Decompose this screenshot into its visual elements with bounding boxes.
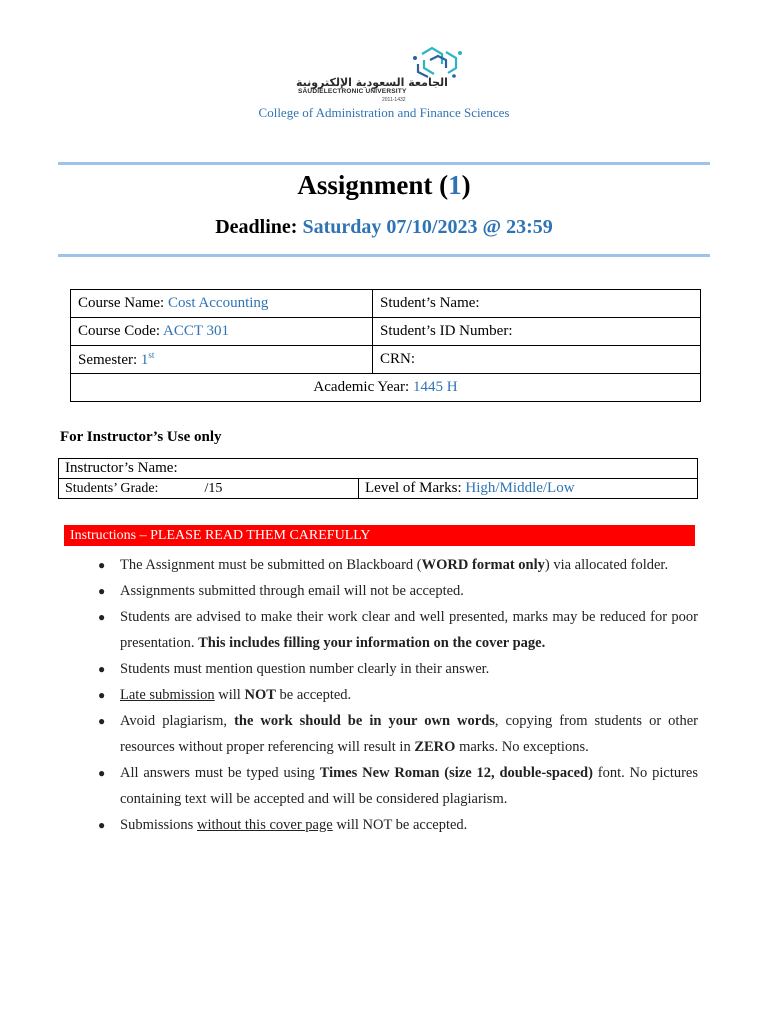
logo-arabic-name: الجامعة السعودية الإلكترونية: [296, 76, 448, 89]
list-item: ● Students are advised to make their work clear and well presented, marks may be reduced for poor presentation. This includes filling your information on the cover page.: [58, 604, 698, 656]
bullet-icon: ●: [98, 714, 106, 728]
grade-cell[interactable]: [59, 479, 359, 499]
table-row: [71, 290, 701, 318]
bullet-icon: ●: [98, 818, 106, 832]
list-item: ● Late submission will NOT be accepted.: [58, 682, 698, 708]
course-code-cell[interactable]: [71, 318, 373, 346]
page-title: [0, 170, 768, 201]
crn-cell[interactable]: [373, 346, 701, 374]
instructor-section-heading: For Instructor’s Use only: [60, 429, 222, 445]
instructor-table: [58, 458, 698, 499]
bullet-icon: ●: [98, 766, 106, 780]
university-emblem-icon: [410, 44, 470, 80]
logo-english-name: SAUDIELECTRONIC UNIVERSITY: [298, 88, 407, 95]
course-code-label: Course Code:: [78, 323, 161, 339]
list-item: ● Assignments submitted through email will not be accepted.: [58, 578, 698, 604]
deadline-value: Saturday 07/10/2023 @ 23:59: [302, 216, 553, 238]
table-row: [71, 346, 701, 374]
instructions-banner: Instructions – PLEASE READ THEM CAREFULLY: [64, 525, 695, 546]
list-item: ● All answers must be typed using Times New Roman (size 12, double-spaced) font. No pictures containing text will be accepted and will be considered plagiarism.: [58, 760, 698, 812]
deadline: [0, 216, 768, 239]
table-row: [71, 318, 701, 346]
list-item: ● Submissions without this cover page will NOT be accepted.: [58, 812, 698, 838]
academic-year-label: Academic Year:: [313, 379, 410, 395]
grade-label: Students’ Grade:: [65, 480, 159, 496]
level-of-marks-cell[interactable]: [359, 479, 698, 499]
table-row: [59, 459, 698, 479]
course-code-value: ACCT 301: [163, 323, 229, 339]
semester-label: Semester:: [78, 352, 138, 368]
table-row: [59, 479, 698, 499]
assignment-number: 1: [448, 170, 462, 200]
course-info-table: [70, 289, 701, 402]
deadline-label: Deadline:: [215, 216, 298, 238]
semester-cell[interactable]: [71, 346, 373, 374]
level-value: High/Middle/Low: [465, 480, 575, 496]
bullet-icon: ●: [98, 610, 106, 624]
bullet-icon: ●: [98, 558, 106, 572]
instructor-name-cell[interactable]: [59, 459, 698, 479]
logo-years: 2011-1432: [382, 97, 406, 103]
title-prefix: Assignment (: [297, 170, 449, 200]
instructor-name-label: Instructor’s Name:: [65, 460, 178, 476]
course-name-value: Cost Accounting: [167, 295, 269, 311]
bullet-icon: ●: [98, 584, 106, 598]
title-suffix: ): [461, 170, 471, 200]
semester-value: 1st: [140, 350, 155, 368]
list-item: ● The Assignment must be submitted on Blackboard (WORD format only) via allocated folder.: [58, 552, 698, 578]
level-label: Level of Marks:: [365, 480, 462, 496]
list-item: ● Avoid plagiarism, the work should be in your own words, copying from students or other resources without proper referencing will result in ZERO marks. No exceptions.: [58, 708, 698, 760]
crn-label: CRN:: [380, 351, 416, 367]
bullet-icon: ●: [98, 688, 106, 702]
academic-year-cell[interactable]: [71, 374, 701, 402]
bottom-divider: [58, 254, 710, 257]
student-name-label: Student’s Name:: [380, 295, 480, 311]
top-divider: [58, 162, 710, 165]
student-id-cell[interactable]: [373, 318, 701, 346]
course-name-label: Course Name:: [78, 295, 165, 311]
list-item: ● Students must mention question number clearly in their answer.: [58, 656, 698, 682]
bullet-icon: ●: [98, 662, 106, 676]
academic-year-value: 1445 H: [412, 379, 458, 395]
student-id-label: Student’s ID Number:: [380, 323, 513, 339]
college-name: College of Administration and Finance Sciences: [258, 105, 510, 120]
university-logo: [290, 44, 480, 106]
grade-out-of: /15: [204, 480, 223, 496]
instructions-list: [58, 552, 698, 838]
course-name-cell[interactable]: [71, 290, 373, 318]
student-name-cell[interactable]: [373, 290, 701, 318]
table-row: [71, 374, 701, 402]
